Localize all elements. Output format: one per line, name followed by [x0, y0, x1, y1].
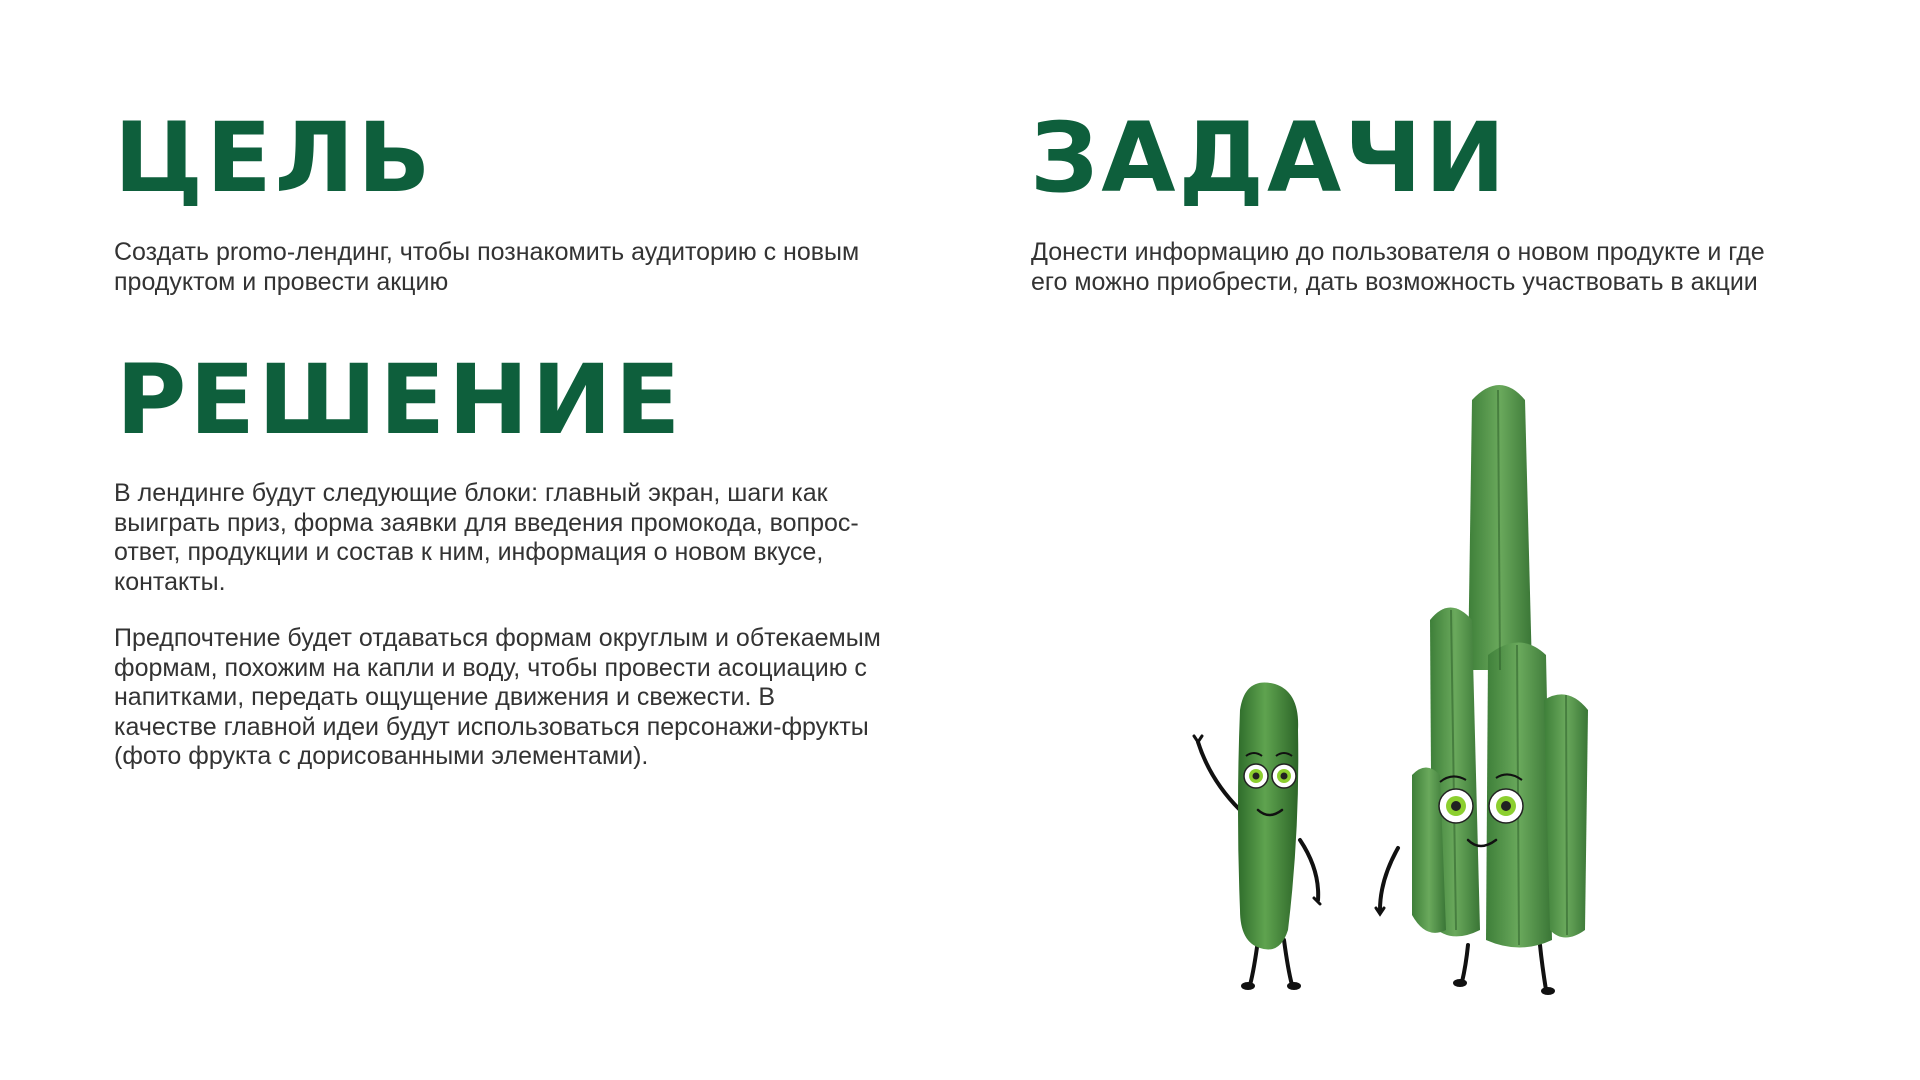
solution-text-line: напитками, передать ощущение движения и свежести. В: [114, 683, 776, 711]
solution-text-line: ответ, продукции и состав к ним, информация о новом вкусе,: [114, 538, 824, 566]
cucumber-character: [1194, 682, 1320, 990]
goal-text: [114, 238, 904, 297]
characters-illustration: [1150, 370, 1650, 1010]
cactus-eyes: [1439, 789, 1523, 823]
solution-text-line: формам, похожим на капли и воду, чтобы провести асоциацию с: [114, 653, 867, 682]
goal-heading: ЦЕЛЬ: [114, 102, 434, 214]
cactus-character: [1376, 385, 1588, 995]
solution-text-line: В лендинге будут следующие блоки: главный экран, шаги как: [114, 479, 828, 507]
tasks-text: [1031, 238, 1801, 297]
solution-text-line: контакты.: [114, 567, 226, 596]
solution-paragraph-blocks: [114, 479, 904, 597]
tasks-text-line: Донести информацию до пользователя о новом продукте и где: [1031, 238, 1765, 266]
tasks-text-line: его можно приобрести, дать возможность участвовать в акции: [1031, 267, 1758, 296]
solution-text-line: качестве главной идеи будут использоваться персонажи-фрукты: [114, 712, 869, 741]
solution-heading: РЕШЕНИЕ: [116, 344, 684, 456]
tasks-heading: ЗАДАЧИ: [1030, 102, 1509, 214]
solution-paragraph-forms: [114, 624, 904, 772]
goal-text-line: продуктом и провести акцию: [114, 267, 449, 296]
solution-text-line: выиграть приз, форма заявки для введения промокода, вопрос-: [114, 508, 859, 537]
solution-text-line: (фото фрукта с дорисованными элементами).: [114, 742, 649, 770]
goal-text-line: Создать promo-лендинг, чтобы познакомить аудиторию с новым: [114, 238, 860, 266]
solution-text-line: Предпочтение будет отдаваться формам округлым и обтекаемым: [114, 624, 881, 652]
